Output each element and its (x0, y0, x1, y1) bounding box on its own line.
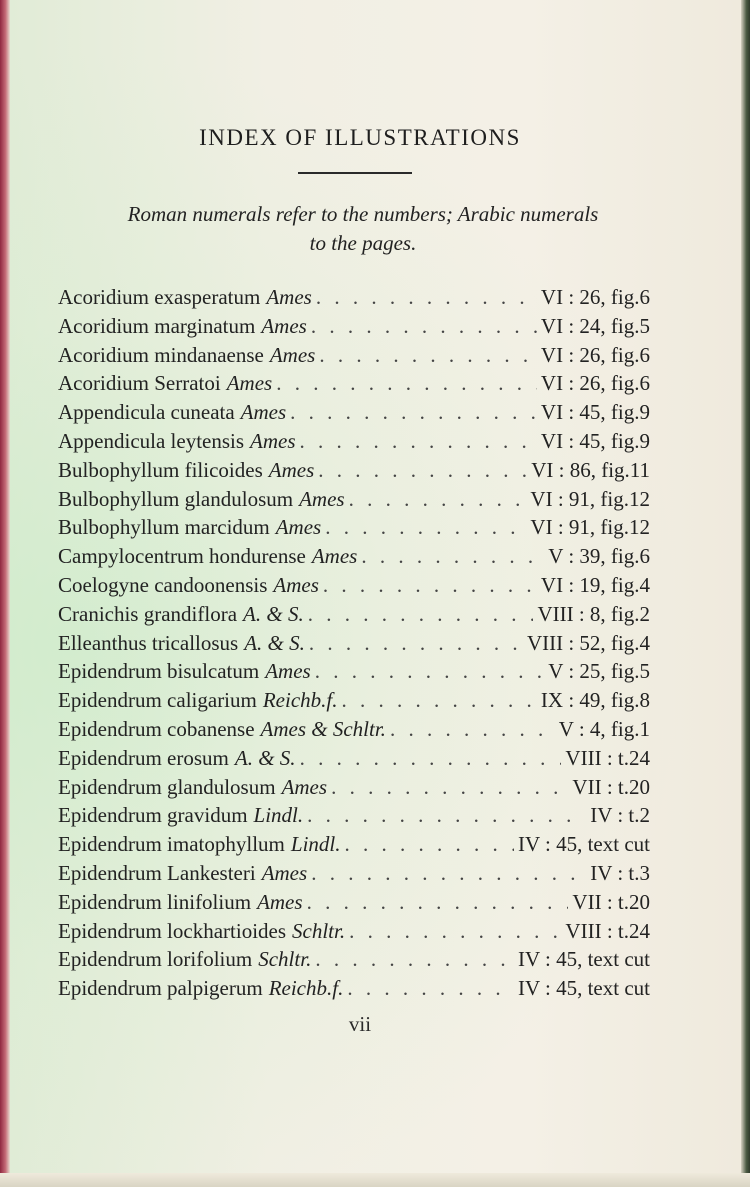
illustration-reference: IV : t.2 (590, 803, 650, 828)
species-name: Acoridium marginatum (58, 313, 256, 338)
index-entry (58, 629, 650, 658)
illustration-reference: VI : 86, fig.11 (531, 457, 650, 482)
dot-leader (361, 542, 544, 571)
species-author: Lindl. (290, 832, 341, 857)
species-name: Coelogyne candoonensis (58, 572, 268, 597)
index-entry (58, 542, 650, 571)
index-entry (58, 974, 650, 1003)
species-author: Ames (261, 860, 308, 885)
dot-leader (315, 945, 514, 974)
species-author: Schltr. (292, 918, 346, 943)
page-bottom-edge (0, 1173, 750, 1187)
index-note-line-2: to the pages. (309, 231, 417, 255)
species-name: Epidendrum lorifolium (58, 947, 253, 972)
index-entry (58, 398, 650, 427)
dot-leader (347, 974, 514, 1003)
species-name: Campylocentrum hondurense (58, 544, 306, 569)
index-entry (58, 888, 650, 917)
illustration-reference: VII : t.20 (572, 774, 650, 799)
species-author: Lindl. (253, 803, 304, 828)
species-author: Ames (269, 342, 316, 367)
species-author: Ames & Schltr. (260, 716, 386, 741)
dot-leader (309, 629, 523, 658)
illustration-reference: VI : 26, fig.6 (540, 371, 650, 396)
dot-leader (318, 456, 527, 485)
species-name: Epidendrum erosum (58, 745, 229, 770)
index-entry (58, 571, 650, 600)
illustration-reference: IV : 45, text cut (517, 947, 650, 972)
index-entry (58, 341, 650, 370)
species-name: Acoridium Serratoi (58, 371, 221, 396)
dot-leader (300, 744, 562, 773)
index-entry (58, 715, 650, 744)
illustration-reference: VI : 26, fig.6 (540, 342, 650, 367)
species-name: Bulbophyllum marcidum (58, 515, 270, 540)
dot-leader (307, 801, 586, 830)
illustration-reference: IV : 45, text cut (517, 832, 650, 857)
species-name: Epidendrum bisulcatum (58, 659, 260, 684)
dot-leader (390, 715, 555, 744)
species-author: A. & S. (244, 630, 305, 655)
species-author: Ames (240, 400, 287, 425)
species-name: Epidendrum Lankesteri (58, 860, 256, 885)
dot-leader (316, 283, 537, 312)
species-author: Schltr. (258, 947, 312, 972)
dot-leader (349, 485, 527, 514)
illustration-reference: VIII : t.24 (565, 745, 650, 770)
illustration-reference: VI : 91, fig.12 (530, 515, 650, 540)
index-entry (58, 485, 650, 514)
index-entry (58, 513, 650, 542)
species-author: Ames (268, 457, 315, 482)
illustration-reference: VIII : 52, fig.4 (526, 630, 650, 655)
species-author: Ames (261, 313, 307, 338)
illustration-reference: V : 39, fig.6 (548, 544, 650, 569)
species-name: Epidendrum cobanense (58, 716, 255, 741)
dot-leader (331, 773, 568, 802)
index-note-line-1: Roman numerals refer to the numbers; Arabic numerals (127, 202, 599, 226)
dot-leader (349, 917, 561, 946)
species-name: Appendicula leytensis (58, 428, 245, 453)
index-entry (58, 801, 650, 830)
index-entry (58, 917, 650, 946)
page-number: vii (348, 1012, 372, 1036)
species-name: Epidendrum linifolium (58, 889, 252, 914)
species-name: Epidendrum palpigerum (58, 976, 263, 1001)
species-name: Epidendrum imatophyllum (58, 832, 285, 857)
dot-leader (307, 888, 569, 917)
index-entry (58, 456, 650, 485)
species-name: Bulbophyllum glandulosum (58, 486, 294, 511)
dot-leader (290, 398, 537, 427)
index-entry (58, 773, 650, 802)
species-name: Epidendrum gravidum (58, 803, 248, 828)
dot-leader (319, 341, 537, 370)
dot-leader (308, 600, 534, 629)
illustration-reference: VIII : t.24 (565, 918, 650, 943)
species-author: Ames (250, 428, 296, 453)
illustration-reference: VI : 45, fig.9 (540, 428, 650, 453)
species-name: Acoridium exasperatum (58, 285, 261, 309)
index-entry (58, 830, 650, 859)
species-author: Reichb.f. (262, 688, 338, 713)
dot-leader (276, 369, 537, 398)
dot-leader (311, 312, 537, 341)
species-name: Epidendrum lockhartioides (58, 918, 287, 943)
page-title: INDEX OF ILLUSTRATIONS (199, 125, 521, 150)
index-entry (58, 657, 650, 686)
species-author: Ames (311, 544, 358, 569)
species-name: Elleanthus tricallosus (58, 630, 239, 655)
species-author: A. & S. (243, 601, 304, 626)
species-name: Acoridium mindanaense (58, 342, 264, 367)
species-name: Appendicula cuneata (58, 400, 235, 425)
title-rule (298, 172, 412, 174)
illustration-reference: IV : t.3 (590, 860, 650, 885)
dot-leader (311, 859, 586, 888)
binding-edge (0, 0, 10, 1187)
species-author: Ames (299, 486, 345, 511)
species-name: Bulbophyllum filicoides (58, 457, 263, 482)
illustration-reference: VIII : 8, fig.2 (537, 601, 650, 626)
index-entry (58, 859, 650, 888)
dot-leader (315, 657, 545, 686)
illustration-reference: IX : 49, fig.8 (540, 688, 650, 713)
species-author: Ames (266, 285, 312, 309)
species-author: Ames (265, 659, 311, 684)
dot-leader (323, 571, 537, 600)
index-note (58, 200, 668, 258)
illustration-reference: VI : 26, fig.6 (540, 285, 650, 309)
dot-leader (345, 830, 514, 859)
dot-leader (342, 686, 537, 715)
illustration-reference: VI : 24, fig.5 (540, 313, 650, 338)
index-entry (58, 283, 650, 312)
species-author: Ames (275, 515, 322, 540)
index-entry (58, 369, 650, 398)
species-author: Ames (257, 889, 303, 914)
illustration-reference: VI : 45, fig.9 (540, 400, 650, 425)
page-edge-shadow (741, 0, 750, 1187)
index-entry (58, 686, 650, 715)
illustration-reference: IV : 45, text cut (517, 976, 650, 1001)
index-entry (58, 945, 650, 974)
index-entry (58, 427, 650, 456)
index-entry (58, 600, 650, 629)
illustration-reference: VI : 19, fig.4 (540, 572, 650, 597)
dot-leader (325, 513, 526, 542)
book-page (10, 0, 741, 1173)
illustration-reference: VI : 91, fig.12 (530, 486, 650, 511)
species-author: Ames (273, 572, 319, 597)
dot-leader (300, 427, 537, 456)
illustration-reference: V : 25, fig.5 (548, 659, 650, 684)
illustration-reference: VII : t.20 (572, 889, 650, 914)
index-list (58, 283, 650, 1003)
species-name: Cranichis grandiflora (58, 601, 238, 626)
species-author: Ames (281, 774, 328, 799)
species-author: Reichb.f. (268, 976, 344, 1001)
species-name: Epidendrum glandulosum (58, 774, 276, 799)
species-author: A. & S. (234, 745, 296, 770)
illustration-reference: V : 4, fig.1 (558, 716, 650, 741)
species-author: Ames (226, 371, 273, 396)
index-entry (58, 312, 650, 341)
species-name: Epidendrum caligarium (58, 688, 257, 713)
index-entry (58, 744, 650, 773)
